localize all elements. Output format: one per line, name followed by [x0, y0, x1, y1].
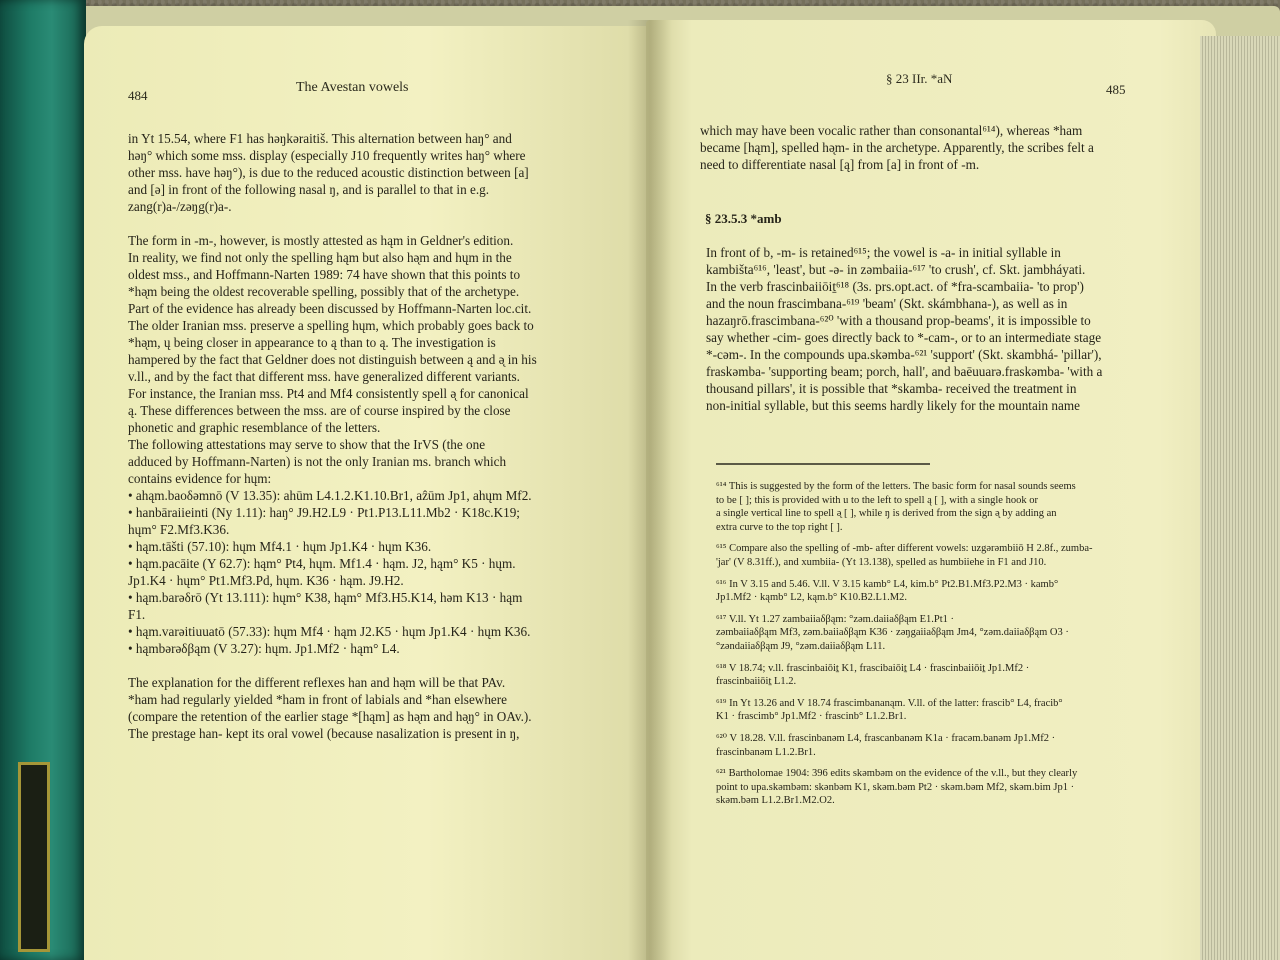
text-line: zang(r)a-/zəŋg(r)a-. — [128, 199, 232, 214]
text-line: *ham had regularly yielded *ham in front of labials and *han elsewhere — [128, 692, 508, 707]
footnote — [716, 578, 1166, 605]
text-line: The form in -m-, however, is mostly attested as hąm in Geldner's edition. — [128, 233, 514, 248]
footnote-line: frascinbanəm L1.2.Br1. — [716, 746, 816, 758]
text-line: In the verb frascinbaiiōiṯ⁶¹⁸ (3s. prs.opt.act. of *fra-scambaiia- 'to prop') — [706, 279, 1084, 294]
text-line: The older Iranian mss. preserve a spelling hųm, which probably goes back to — [128, 318, 534, 333]
text-line: non-initial syllable, but this seems hardly likely for the mountain name — [706, 398, 1080, 413]
book-gutter — [628, 20, 672, 960]
text-line: oldest mss., and Hoffmann-Narten 1989: 74 have shown that this points to — [128, 267, 521, 282]
footnote-line: to be [ ]; this is provided with u to the left to spell ą [ ], with a single hook or — [716, 494, 1038, 506]
text-line: The explanation for the different reflexes han and hə̨m will be that PAv. — [128, 675, 506, 690]
right-page-number: 485 — [1106, 82, 1126, 97]
footnote-line: ⁶¹⁶ In V 3.15 and 5.46. V.ll. V 3.15 kamb° L4, kim.b° Pt2.B1.Mf3.P2.M3 · kamb° — [716, 578, 1059, 590]
text-line: Jp1.K4 · hųm° Pt1.Mf3.Pd, hųm. K36 · hąm. J9.H2. — [128, 573, 404, 588]
text-line: • hąm.barəδrō (Yt 13.111): hųm° K38, hąm° Mf3.H5.K14, həm K13 · hąm — [128, 590, 523, 605]
text-line: hųm° F2.Mf3.K36. — [128, 522, 230, 537]
text-line: • hanbāraiieinti (Ny 1.11): haŋ° J9.H2.L9 · Pt1.P13.L11.Mb2 · K18c.K19; — [128, 505, 520, 520]
footnotes — [716, 480, 1166, 816]
right-running-head: § 23 IIr. *aN — [886, 71, 953, 86]
page-edges — [1200, 36, 1280, 960]
footnote-line: ⁶¹⁹ In Yt 13.26 and V 18.74 frascimbananąm. V.ll. of the latter: frascib° L4, fracib° — [716, 697, 1063, 709]
text-line: • hąm.varəitiuuatō (57.33): hųm Mf4 · hąm J2.K5 · hųm Jp1.K4 · hųm K36. — [128, 624, 531, 639]
footnote-line: 'jar' (V 8.31ff.), and xumbiia- (Yt 13.138), spelled as humbiiehe in F1 and J10. — [716, 556, 1047, 568]
footnote-line: ⁶¹⁷ V.ll. Yt 1.27 zambaiiaδβąm: °zəm.daiiaδβąm E1.Pt1 · — [716, 613, 955, 625]
text-line: became [hąm], spelled hə̨m- in the archetype. Apparently, the scribes felt a — [700, 140, 1094, 155]
text-line: which may have been vocalic rather than consonantal⁶¹⁴), whereas *ham — [700, 123, 1083, 138]
text-line: (compare the retention of the earlier stage *[hąm] as hə̨m and hə̨ŋ° in OAv.). — [128, 709, 532, 724]
text-line: Part of the evidence has already been discussed by Hoffmann-Narten loc.cit. — [128, 301, 532, 316]
footnote-line: ⁶¹⁸ V 18.74; v.ll. frascinbaiōiṯ K1, frascibaiōiṯ L4 · frascinbaiiōiṯ Jp1.Mf2 · — [716, 662, 1030, 674]
text-line: thousand pillars', it is possible that *skamba- received the treatment in — [706, 381, 1077, 396]
text-line: hazaŋrō.frascimbana-⁶²⁰ 'with a thousand prop-beams', it is impossible to — [706, 313, 1091, 328]
footnote — [716, 697, 1166, 724]
footnote — [716, 480, 1166, 534]
text-line: phonetic and graphic resemblance of the letters. — [128, 420, 381, 435]
footnote-line: Jp1.Mf2 · kąmb° L2, kąm.b° K10.B2.L1.M2. — [716, 592, 907, 604]
footnote-line: ⁶¹⁴ This is suggested by the form of the letters. The basic form for nasal sounds seems — [716, 481, 1076, 492]
text-line: need to differentiate nasal [ą] from [a] in front of -m. — [700, 157, 980, 172]
text-line: contains evidence for hųm: — [128, 471, 272, 486]
footnote-line: K1 · frascimb° Jp1.Mf2 · frascinb° L1.2.Br1. — [716, 711, 907, 723]
footnote — [716, 542, 1166, 569]
text-line — [128, 657, 596, 674]
text-line: For instance, the Iranian mss. Pt4 and Mf4 consistently spell ə̨ for canonical — [128, 386, 529, 401]
footnote-line: skəm.bəm L1.2.Br1.M2.O2. — [716, 795, 835, 807]
right-page-intro — [700, 122, 1130, 173]
left-running-head: The Avestan vowels — [296, 80, 409, 95]
right-page-section — [706, 244, 1146, 414]
text-line: həŋ° which some mss. display (especially J10 frequently writes haŋ° where — [128, 148, 526, 163]
text-line: *hə̨m, ų being closer in appearance to ą than to ą. The investigation is — [128, 335, 496, 350]
text-line: The prestage han- kept its oral vowel (because nasalization is present in ŋ, — [128, 726, 520, 741]
footnote — [716, 767, 1166, 808]
text-line: adduced by Hoffmann-Narten) is not the only Iranian ms. branch which — [128, 454, 507, 469]
text-line: *-cəm-. In the compounds upa.skəmba-⁶²¹ 'support' (Skt. skambhá- 'pillar'), — [706, 347, 1102, 362]
spine-label — [18, 762, 50, 952]
text-line: • ahąm.baoδəmnō (V 13.35): ahūm L4.1.2.K1.10.Br1, aẑūm Jp1, ahųm Mf2. — [128, 488, 532, 503]
footnote-line: a single vertical line to spell ə̨ [ ], while ŋ is derived from the sign ə̨ by adding an — [716, 508, 1057, 520]
footnote-line: °zəndaiiaδβąm J9, °zəm.daiiaδβąm L11. — [716, 640, 886, 652]
text-line: fraskəmba- 'supporting beam; porch, hall', and baēuuarə.fraskəmba- 'with a — [706, 364, 1103, 379]
text-line: *hə̨m being the oldest recoverable spelling, possibly that of the archetype. — [128, 284, 520, 299]
footnote — [716, 613, 1166, 654]
text-line: other mss. have həŋ°), is due to the reduced acoustic distinction between [a] — [128, 165, 529, 180]
text-line: In front of b, -m- is retained⁶¹⁵; the vowel is -a- in initial syllable in — [706, 245, 1061, 260]
text-line: • hąmbərəδβąm (V 3.27): hųm. Jp1.Mf2 · hąm° L4. — [128, 641, 400, 656]
text-line: F1. — [128, 607, 146, 622]
footnote-line: zəmbaiiaδβąm Mf3, zəm.baiiaδβąm K36 · zəŋgaiiaδβąm Jm4, °zəm.daiiaδβąm O3 · — [716, 627, 1069, 639]
section-heading: § 23.5.3 *amb — [705, 211, 782, 226]
text-line: • hąm.pacāite (Y 62.7): hąm° Pt4, hųm. Mf1.4 · hąm. J2, hąm° K5 · hųm. — [128, 556, 516, 571]
footnote-line: ⁶²¹ Bartholomae 1904: 396 edits skəmbəm on the evidence of the v.ll., but they clearly — [716, 768, 1078, 780]
text-line — [128, 215, 596, 232]
text-line: ą. These differences between the mss. are of course inspired by the close — [128, 403, 511, 418]
text-line: hampered by the fact that Geldner does not distinguish between ą and ə̨ in his — [128, 352, 537, 367]
footnote-line: point to upa.skəmbəm: skənbəm K1, skəm.bəm Pt2 · skəm.bəm Mf2, skəm.bim Jp1 · — [716, 781, 1075, 793]
text-line: kambišta⁶¹⁶, 'least', but -ə- in zəmbaiia-⁶¹⁷ 'to crush', cf. Skt. jambháyati. — [706, 262, 1086, 277]
text-line: in Yt 15.54, where F1 has həŋkəraitiš. This alternation between haŋ° and — [128, 131, 512, 146]
footnote-rule — [716, 463, 930, 465]
text-line: and the noun frascimbana-⁶¹⁹ 'beam' (Skt. skámbhana-), as well as in — [706, 296, 1068, 311]
text-line: • hąm.tāšti (57.10): hųm Mf4.1 · hųm Jp1.K4 · hųm K36. — [128, 539, 432, 554]
text-line: In reality, we find not only the spelling hąm but also hə̨m and hųm in the — [128, 250, 512, 265]
footnote — [716, 732, 1166, 759]
book-spine — [0, 0, 86, 960]
text-line: and [ə] in front of the following nasal ŋ, and is parallel to that in e.g. — [128, 182, 490, 197]
text-line: v.ll., and by the fact that different mss. have generalized different variants. — [128, 369, 520, 384]
footnote-line: frascinbaiiōiṯ L1.2. — [716, 676, 797, 688]
footnote — [716, 662, 1166, 689]
text-line: The following attestations may serve to show that the IrVS (the one — [128, 437, 486, 452]
footnote-line: ⁶²⁰ V 18.28. V.ll. frascinbanəm L4, frascanbanəm K1a · fracəm.banəm Jp1.Mf2 · — [716, 732, 1056, 744]
footnote-line: extra curve to the top right [ ]. — [716, 521, 843, 533]
text-line: say whether -cim- goes directly back to *-cam-, or to an intermediate stage — [706, 330, 1102, 345]
left-page-body — [128, 130, 596, 742]
left-page-number: 484 — [128, 88, 148, 103]
footnote-line: ⁶¹⁵ Compare also the spelling of -mb- after different vowels: uzgərəmbiiō H 2.8f., zumba- — [716, 543, 1093, 555]
